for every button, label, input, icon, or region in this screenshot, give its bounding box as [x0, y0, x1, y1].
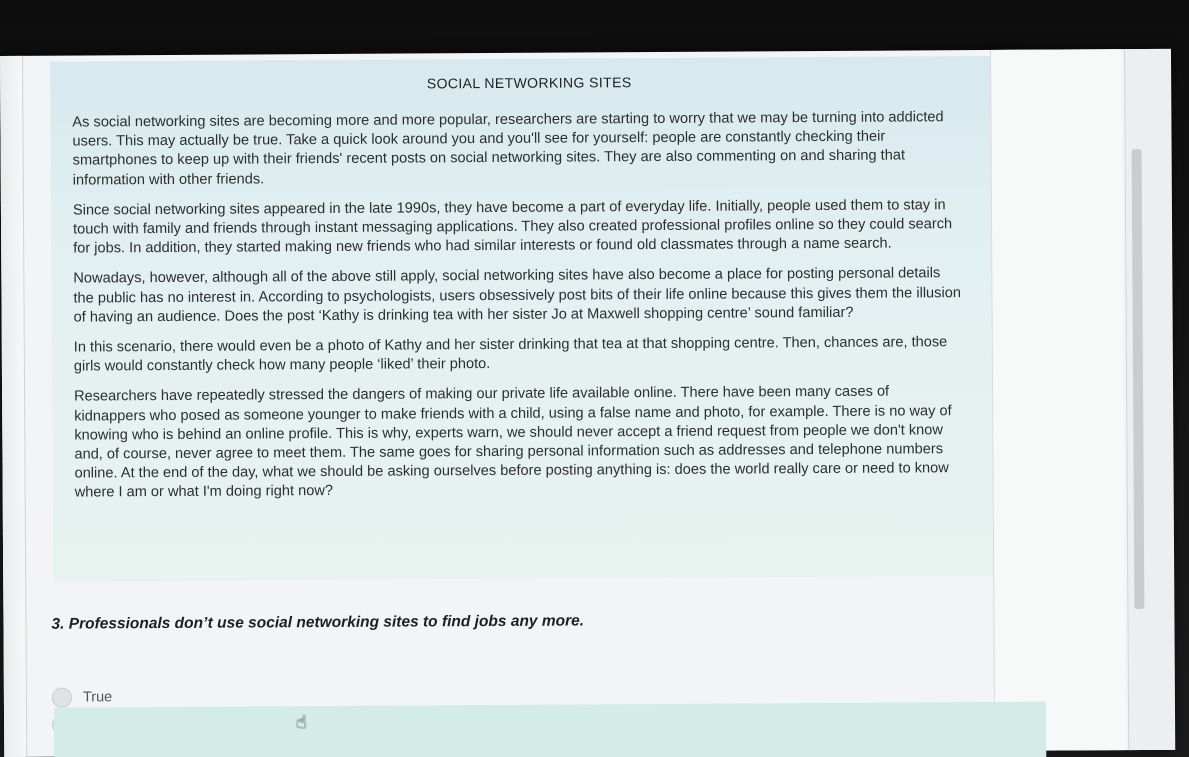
paragraph-list [72, 108, 964, 514]
paragraph: In this scenario, there would even be a photo of Kathy and her sister drinking that tea at that shopping centre. Then, chances are, those girls would constantly check how many people ‘liked’ their photo. [73, 334, 948, 375]
bottom-strip [54, 702, 1046, 757]
right-panel [990, 49, 1125, 751]
option-label: True [82, 689, 113, 706]
paragraph: Nowadays, however, although all of the above still apply, social networking sites have also become a place for posting personal details the public has no interest in. According to psychologists, users obsessively post bits of their life online because this gives them the illusion of having an audience. Does the post ‘Kathy is drinking tea with her sister Jo at Maxwell shopping centre’ sound familiar? [73, 265, 961, 326]
paragraph: Since social networking sites appeared in the late 1990s, they have become a part of everyday life. Initially, people used them to stay in touch with family and friends through instant messaging applications. They also created professional profiles online so they could search for jobs. In addition, they started making new friends who had similar interests or found old classmates through a name search. [72, 197, 953, 257]
paragraph: Researchers have repeatedly stressed the dangers of making our private life available online. There have been many cases of kidnappers who posed as someone younger to make friends with a child, using a false name and photo, for example. There is no way of knowing who is behind an online profile. This is why, experts warn, we should never accept a friend request from people we don't know and, of course, never agree to meet them. The same goes for sharing personal information such as addresses and telephone numbers online. At the end of the day, what we should be asking ourselves before posting anything is: does the world really care or need to know where I am or what I'm doing right now? [74, 384, 952, 502]
scrollbar[interactable] [1124, 49, 1175, 750]
paragraph: As social networking sites are becoming more and more popular, researchers are starting to worry that we may be turning into addicted users. This may actually be true. Take a quick look around you and you'll see for yourself: people are constantly checking their smartphones to keep up with their friends' recent posts on social networking sites. They are also commenting on and sharing that information with other friends. [72, 109, 944, 189]
reading-passage [50, 56, 1011, 582]
question-text: 3. Professionals don’t use social networking sites to find jobs any more. [51, 612, 585, 633]
option-true[interactable] [52, 687, 112, 707]
hand-pointer-icon: ☝ [296, 712, 307, 733]
monitor-screen [0, 49, 1174, 757]
reading-title: SOCIAL NETWORKING SITES [426, 74, 632, 92]
left-gutter [0, 56, 27, 757]
radio-button[interactable] [52, 688, 72, 708]
scrollbar-thumb[interactable] [1132, 149, 1145, 609]
